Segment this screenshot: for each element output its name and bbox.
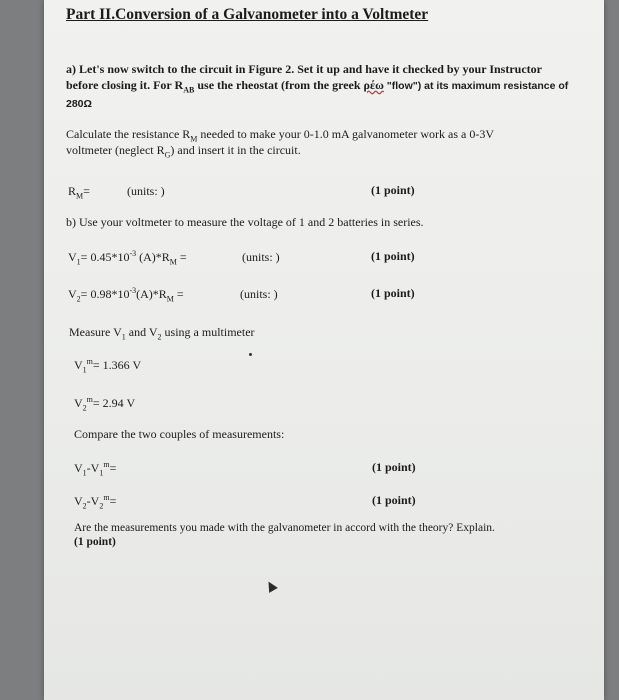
- diff1-s1: 1: [82, 468, 87, 478]
- v2m-sup: m: [86, 395, 93, 404]
- diff2-s2: 2: [99, 501, 104, 511]
- page-title: Part II.Conversion of a Galvanometer into a Voltmeter: [66, 6, 429, 23]
- v2-formula-sub2: M: [166, 294, 174, 304]
- v1-formula-sub2: M: [169, 257, 177, 267]
- rm-units: (units: ): [127, 184, 165, 198]
- diff2-a: V: [74, 494, 83, 508]
- diff2-sup: m: [103, 493, 110, 502]
- v2-formula: [68, 286, 184, 304]
- ink-dot: [249, 353, 252, 356]
- diff1-points: (1 point): [372, 460, 416, 474]
- v2m-value: = 2.94 V: [92, 396, 136, 410]
- part-a-line1: a) Let's now switch to the circuit in Figure 2. Set it up and have it checked by your Instructor: [66, 62, 542, 76]
- v2-points: (1 point): [371, 286, 415, 300]
- worksheet-page: [44, 0, 604, 700]
- v1m-sub: 1: [82, 365, 87, 375]
- diff1-s2: 1: [99, 468, 104, 478]
- v1-formula-mid: = 0.45*10: [80, 250, 130, 264]
- v1-points: (1 point): [371, 249, 415, 263]
- v2-formula-mid: = 0.98*10: [80, 287, 130, 301]
- v2-measured: [74, 395, 136, 413]
- v1-formula-v: V: [68, 250, 77, 264]
- v2-formula-sub: 2: [76, 294, 81, 304]
- v1-units: (units: ): [242, 250, 280, 264]
- v1-formula-sub: 1: [76, 257, 81, 267]
- calc-line2-post: ) and insert it in the circuit.: [170, 143, 301, 157]
- calc-line1-post: needed to make your 0-1.0 mA galvanometer work as a 0-3V: [197, 127, 494, 141]
- rm-label: R: [68, 184, 77, 198]
- diff2-line: [74, 493, 117, 511]
- v2m-sub: 2: [82, 403, 87, 413]
- v1-measured: [74, 357, 142, 375]
- v2-formula-eq: =: [173, 287, 184, 301]
- v1-formula-sup: -3: [129, 249, 137, 258]
- v1m-sup: m: [86, 357, 93, 366]
- mouse-pointer-icon: [264, 579, 278, 593]
- calc-line1: [66, 127, 494, 144]
- rab-subscript: AB: [183, 85, 195, 95]
- measure-mid: and V: [125, 325, 158, 339]
- v2-formula-end: (A)*R: [136, 287, 167, 301]
- part-a-line2: [66, 78, 568, 93]
- calc-line1-sub: M: [190, 134, 198, 144]
- diff2-b: -V: [86, 494, 100, 508]
- v2-formula-sup: -3: [129, 286, 137, 295]
- v1-formula: [68, 249, 187, 267]
- diff1-sup: m: [103, 460, 110, 469]
- v1-formula-eq: =: [176, 250, 187, 264]
- diff1-eq: =: [109, 461, 117, 475]
- diff2-points: (1 point): [372, 493, 416, 507]
- calc-line2-pre: voltmeter (neglect R: [66, 143, 165, 157]
- v1-formula-end: (A)*R: [136, 250, 170, 264]
- part-a-line2-bold: before closing it. For R: [66, 78, 184, 92]
- v2m-v: V: [74, 396, 83, 410]
- diff1-line: [74, 460, 117, 478]
- diff1-b: -V: [86, 461, 100, 475]
- part-b-heading: b) Use your voltmeter to measure the voltage of 1 and 2 batteries in series.: [66, 215, 424, 229]
- rm-answer-line: [68, 184, 90, 201]
- measure-end: using a multimeter: [161, 325, 255, 339]
- calc-line1-pre: Calculate the resistance R: [66, 127, 191, 141]
- calc-line2-sub: G: [164, 150, 171, 160]
- compare-heading: Compare the two couples of measurements:: [74, 427, 285, 441]
- part-a-line2-mid: use the rheostat (from the greek: [194, 78, 364, 92]
- v1m-v: V: [74, 358, 83, 372]
- measure-instruction: [69, 325, 255, 342]
- measure-pre: Measure V: [69, 325, 122, 339]
- part-a-line2-end: "flow") at its maximum resistance of: [383, 80, 569, 92]
- v1m-value: = 1.366 V: [92, 358, 142, 372]
- diff2-eq: =: [109, 494, 117, 508]
- measure-sub2: 2: [157, 332, 162, 342]
- diff2-s1: 2: [82, 501, 87, 511]
- rm-equals: =: [83, 184, 90, 198]
- rm-points: (1 point): [371, 183, 415, 197]
- theory-question: Are the measurements you made with the galvanometer in accord with the theory? Explain.: [74, 522, 495, 534]
- v2-formula-v: V: [68, 287, 77, 301]
- theory-question-points: (1 point): [74, 536, 116, 548]
- greek-word: ρέω: [363, 78, 384, 92]
- rm-label-sub: M: [76, 191, 84, 201]
- diff1-a: V: [74, 461, 83, 475]
- v2-units: (units: ): [240, 287, 278, 301]
- measure-sub1: 1: [121, 332, 126, 342]
- max-resistance-value: 280Ω: [66, 98, 92, 110]
- calc-line2: [66, 143, 301, 160]
